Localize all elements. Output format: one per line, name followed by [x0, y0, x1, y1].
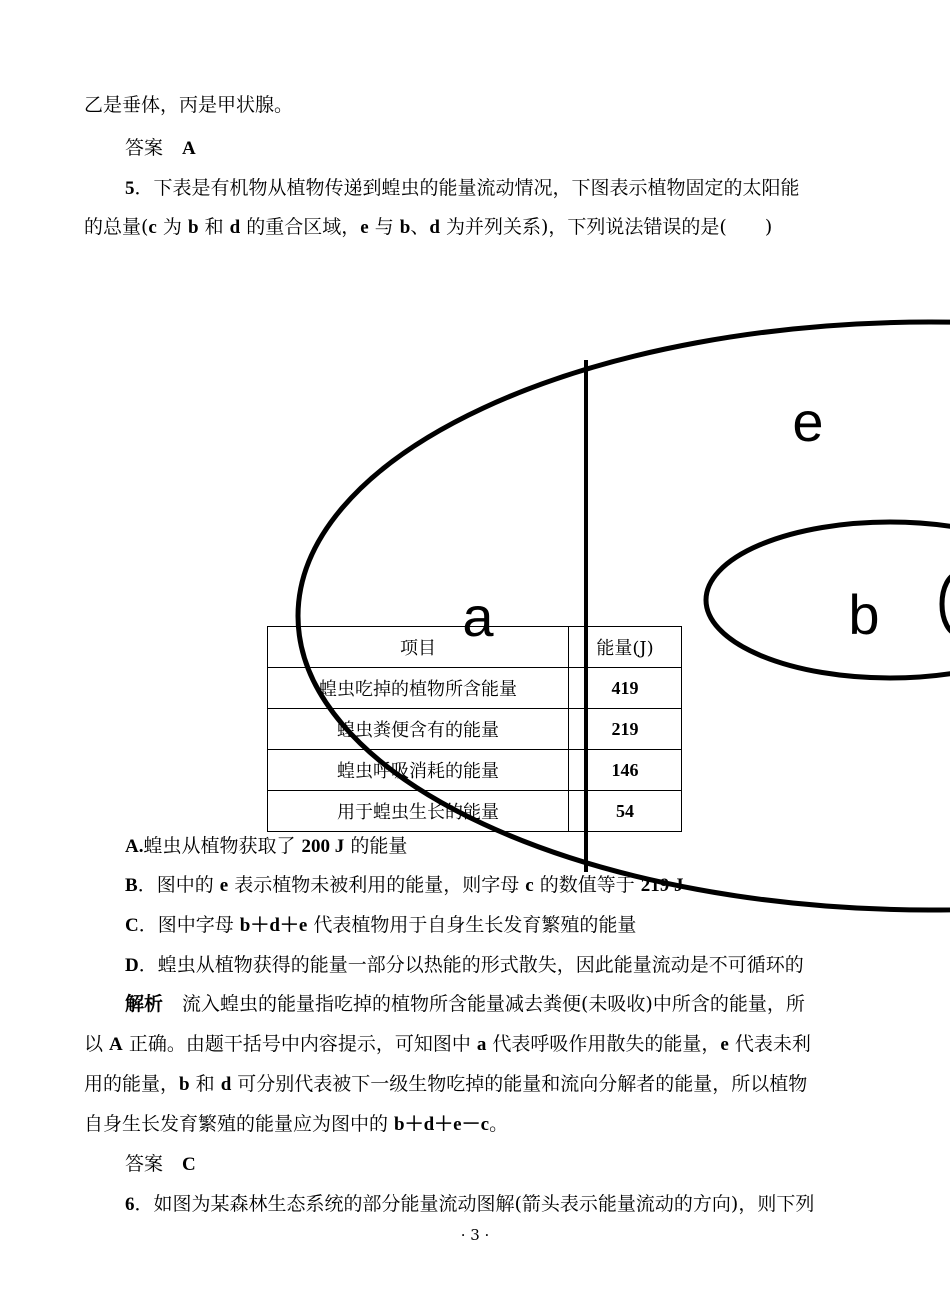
- table-header-row: [268, 627, 682, 668]
- inner-ellipse-b: [706, 522, 950, 678]
- option-d: D．蝗虫从植物获得的能量一部分以热能的形式散失，因此能量流动是不可循环的: [125, 954, 804, 976]
- label-e: e: [792, 390, 824, 453]
- analysis-line-2: 以 A 正确。由题干括号中内容提示，可知图中 a 代表呼吸作用散失的能量，e 代表未利: [84, 1033, 811, 1055]
- answer-line-2: [125, 1152, 196, 1177]
- label-b: b: [848, 583, 880, 646]
- table-row: 蝗虫吃掉的植物所含能量 419: [268, 668, 682, 709]
- table-row: 蝗虫呼吸消耗的能量 146: [268, 750, 682, 791]
- table-row: 蝗虫粪便含有的能量 219: [268, 709, 682, 750]
- question-5-line-2: 的总量(c 为 b 和 d 的重合区域，e 与 b、d 为并列关系)，下列说法错误的是( ): [84, 216, 773, 238]
- table-row: 用于蝗虫生长的能量 54: [268, 791, 682, 832]
- answer-value: A: [182, 138, 196, 159]
- header-item: 项目: [268, 627, 569, 668]
- option-b: B．图中的 e 表示植物未被利用的能量，则字母 c 的数值等于 219 J: [125, 874, 684, 896]
- analysis-line-1: 解析 流入蝗虫的能量指吃掉的植物所含能量减去粪便(未吸收)中所含的能量，所: [125, 993, 805, 1015]
- analysis-label: 解析: [125, 994, 164, 1015]
- label-a: a: [462, 585, 494, 648]
- analysis-line-3: 用的能量，b 和 d 可分别代表被下一级生物吃掉的能量和流向分解者的能量，所以植物: [84, 1073, 808, 1095]
- analysis-line-4: 自身生长发育繁殖的能量应为图中的 b＋d＋e－c。: [84, 1113, 509, 1135]
- answer-label: 答案: [125, 1153, 164, 1175]
- answer-value: C: [182, 1154, 196, 1175]
- question-6-line-1: 6．如图为某森林生态系统的部分能量流动图解(箭头表示能量流动的方向)，则下列: [125, 1193, 815, 1215]
- partial-ellipse-d: [942, 574, 950, 634]
- page-number: · 3 ·: [460, 1226, 490, 1244]
- option-a: A.蝗虫从植物获取了 200 J 的能量: [125, 835, 408, 857]
- text-line: 乙是垂体，丙是甲状腺。: [84, 94, 294, 116]
- energy-table: [267, 626, 682, 832]
- option-c: C．图中字母 b＋d＋e 代表植物用于自身生长发育繁殖的能量: [125, 914, 637, 936]
- answer-label: 答案: [125, 137, 164, 159]
- question-5-line-1: 5．下表是有机物从植物传递到蝗虫的能量流动情况，下图表示植物固定的太阳能: [125, 177, 800, 199]
- header-energy: 能量(J): [569, 627, 682, 668]
